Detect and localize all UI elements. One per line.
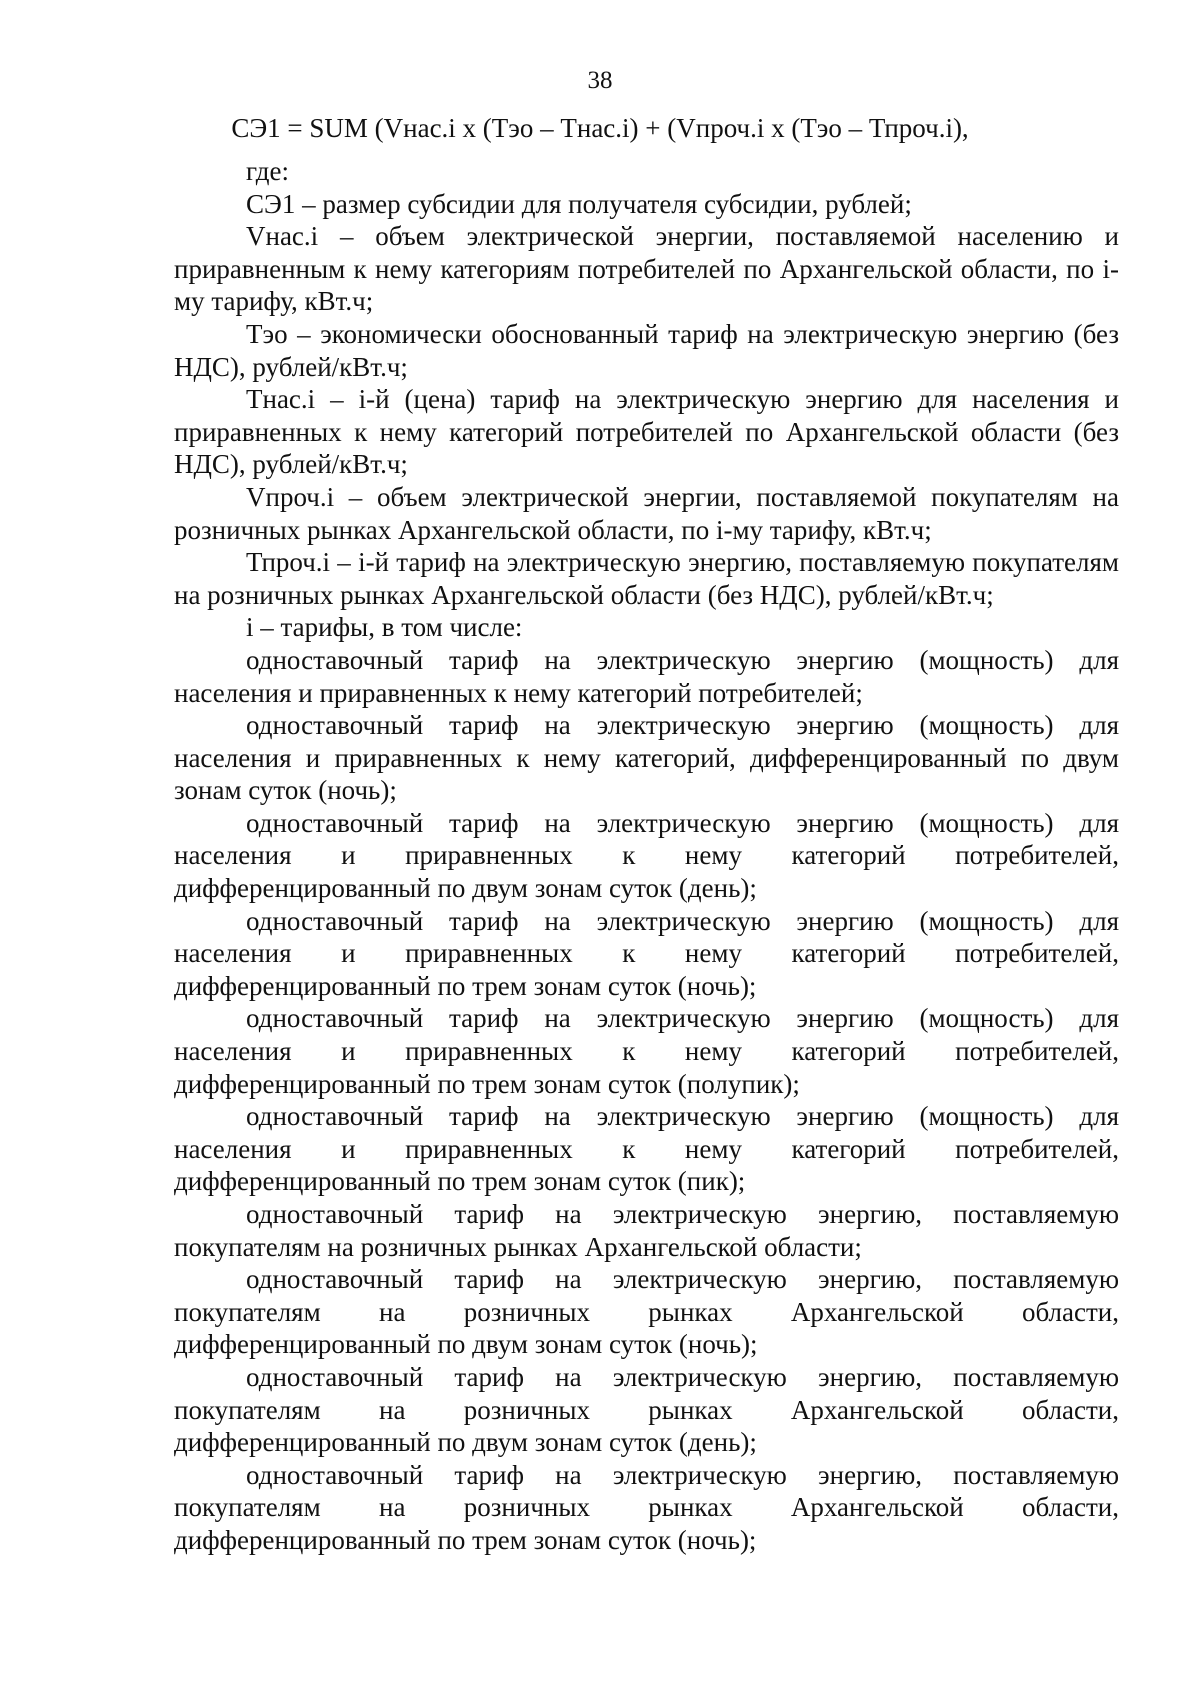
paragraph-definition-tnas: Тнас.i – i-й (цена) тариф на электрическую энергию для населения и приравненных к нему категорий потребителей по Архангельской области (без НДС), рублей/кВт.ч;: [174, 384, 1119, 480]
paragraph-definition-vnas: Vнас.i – объем электрической энергии, поставляемой населению и приравненным к нему категориям потребителей по Архангельской области, по i-му тарифу, кВт.ч;: [174, 221, 1119, 317]
paragraph-tariff-item: одноставочный тариф на электрическую энергию (мощность) для населения и приравненных к нему категорий потребителей, дифференцированный по трем зонам суток (полупик);: [174, 1003, 1119, 1099]
page-number: 38: [587, 67, 613, 94]
paragraph-tariff-item: одноставочный тариф на электрическую энергию (мощность) для населения и приравненных к нему категорий потребителей, дифференцированный по трем зонам суток (пик);: [174, 1101, 1119, 1197]
paragraph-tariff-item: одноставочный тариф на электрическую энергию, поставляемую покупателям на розничных рынках Архангельской области, дифференцированный по трем зонам суток (ночь);: [174, 1459, 1119, 1555]
paragraph-tariff-item: одноставочный тариф на электрическую энергию, поставляемую покупателям на розничных рынках Архангельской области, дифференцированный по двум зонам суток (день);: [174, 1361, 1119, 1458]
paragraph-definition-tproch: Тпроч.i – i-й тариф на электрическую энергию, поставляемую покупателям на розничных рынках Архангельской области (без НДС), рублей/кВт.ч;: [174, 547, 1119, 610]
body-text: [174, 155, 1119, 1557]
paragraph-definition-se1: СЭ1 – размер субсидии для получателя субсидии, рублей;: [246, 188, 912, 219]
paragraph-tariff-item: одноставочный тариф на электрическую энергию (мощность) для населения и приравненных к нему категорий, дифференцированный по двум зонам суток (ночь);: [174, 710, 1119, 806]
paragraph-tariff-item: одноставочный тариф на электрическую энергию (мощность) для населения и приравненных к нему категорий потребителей, дифференцированный по двум зонам суток (день);: [174, 807, 1119, 904]
paragraph-definition-vproch: Vпроч.i – объем электрической энергии, поставляемой покупателям на розничных рынках Архангельской области, по i-му тарифу, кВт.ч;: [174, 481, 1119, 545]
paragraph-tariffs-intro: i – тарифы, в том числе:: [246, 612, 523, 643]
paragraph-where: где:: [246, 156, 289, 186]
paragraph-tariff-item: одноставочный тариф на электрическую энергию, поставляемую покупателям на розничных рынках Архангельской области;: [174, 1199, 1119, 1262]
subsidy-formula: СЭ1 = SUM (Vнас.i х (Тэо – Тнас.i) + (Vпроч.i х (Тэо – Тпроч.i),: [231, 113, 969, 143]
paragraph-tariff-item: одноставочный тариф на электрическую энергию (мощность) для населения и приравненных к нему категорий потребителей, дифференцированный по трем зонам суток (ночь);: [174, 905, 1119, 1001]
paragraph-definition-teo: Тэо – экономически обоснованный тариф на электрическую энергию (без НДС), рублей/кВт.ч;: [174, 318, 1119, 382]
paragraph-tariff-item: одноставочный тариф на электрическую энергию, поставляемую покупателям на розничных рынках Архангельской области, дифференцированный по двум зонам суток (ночь);: [174, 1264, 1119, 1360]
paragraph-tariff-item: одноставочный тариф на электрическую энергию (мощность) для населения и приравненных к нему категорий потребителей;: [174, 644, 1119, 708]
